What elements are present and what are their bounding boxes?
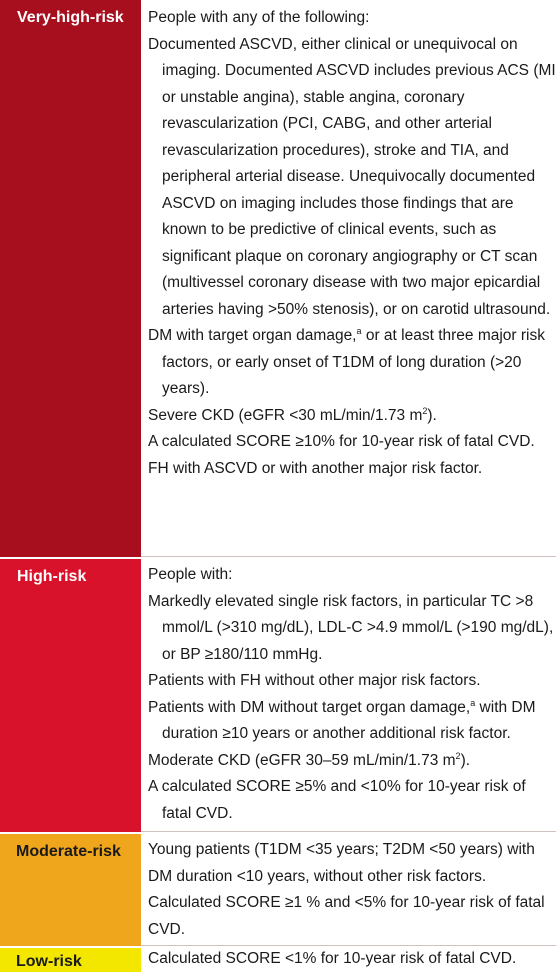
criteria-item: Moderate CKD (eGFR 30–59 mL/min/1.73 $m^2$).: [148, 750, 471, 769]
row-divider: [141, 556, 556, 557]
criteria-item: Young patients (T1DM <35 years; T2DM <50 years) with DM duration <10 years, without other risk factors. Calculated SCORE ≥1 % and <5% for 10-year risk of fatal CVD.: [148, 841, 545, 938]
row-low-risk: [0, 946, 556, 972]
criteria-item: Patients with DM without target organ damage,$^a$ with DM duration ≥10 years or another additional risk factor.: [148, 697, 536, 742]
category-label: Low-risk: [0, 948, 141, 972]
criteria-item: Patients with FH without other major risk factors.: [148, 672, 481, 689]
category-criteria: [148, 837, 556, 943]
row-divider: [141, 945, 556, 946]
category-label: Very-high-risk: [0, 0, 141, 557]
criteria-item: Severe CKD (eGFR <30 mL/min/1.73 $m^2$).: [148, 405, 437, 424]
criteria-item: DM with target organ damage,$^a$ or at least three major risk factors, or early onset of T1DM of long duration (>20 years).: [148, 325, 545, 397]
criteria-item: Markedly elevated single risk factors, in particular TC >8 mmol/L (>310 mg/dL), LDL-C >4.9 mmol/L (>190 mg/dL), or BP ≥180/110 mmHg.: [148, 592, 554, 663]
row-moderate-risk: [0, 832, 556, 946]
row-divider: [141, 831, 556, 832]
criteria-item: FH with ASCVD or with another major risk factor.: [148, 459, 483, 477]
category-criteria: [148, 946, 556, 973]
criteria-item: A calculated SCORE ≥5% and <10% for 10-year risk of fatal CVD.: [148, 778, 526, 822]
criteria-item: People with:: [148, 566, 233, 583]
category-label: High-risk: [0, 559, 141, 832]
row-high-risk: [0, 557, 556, 832]
category-label: Moderate-risk: [0, 834, 141, 946]
category-criteria: [148, 562, 556, 827]
criteria-item: Documented ASCVD, either clinical or unequivocal on imaging. Documented ASCVD includes previous ACS (MI or unstable angina), stable angina, coronary revascularization (PCI, CABG, and other arterial revascularization procedures), stroke and TIA, and peripheral arterial disease. Unequivocally documented ASCVD on imaging includes those findings that are known to be predictive of clinical events, such as significant plaque on coronary angiography or CT scan (multivessel coronary disease with two major epicardial arteries having >50% stenosis), or on carotid ultrasound.: [148, 35, 556, 318]
category-criteria: [148, 5, 556, 482]
criteria-item: People with any of the following:: [148, 9, 370, 26]
criteria-item: Calculated SCORE <1% for 10-year risk of fatal CVD.: [148, 950, 517, 967]
criteria-item: A calculated SCORE ≥10% for 10-year risk of fatal CVD.: [148, 433, 535, 450]
